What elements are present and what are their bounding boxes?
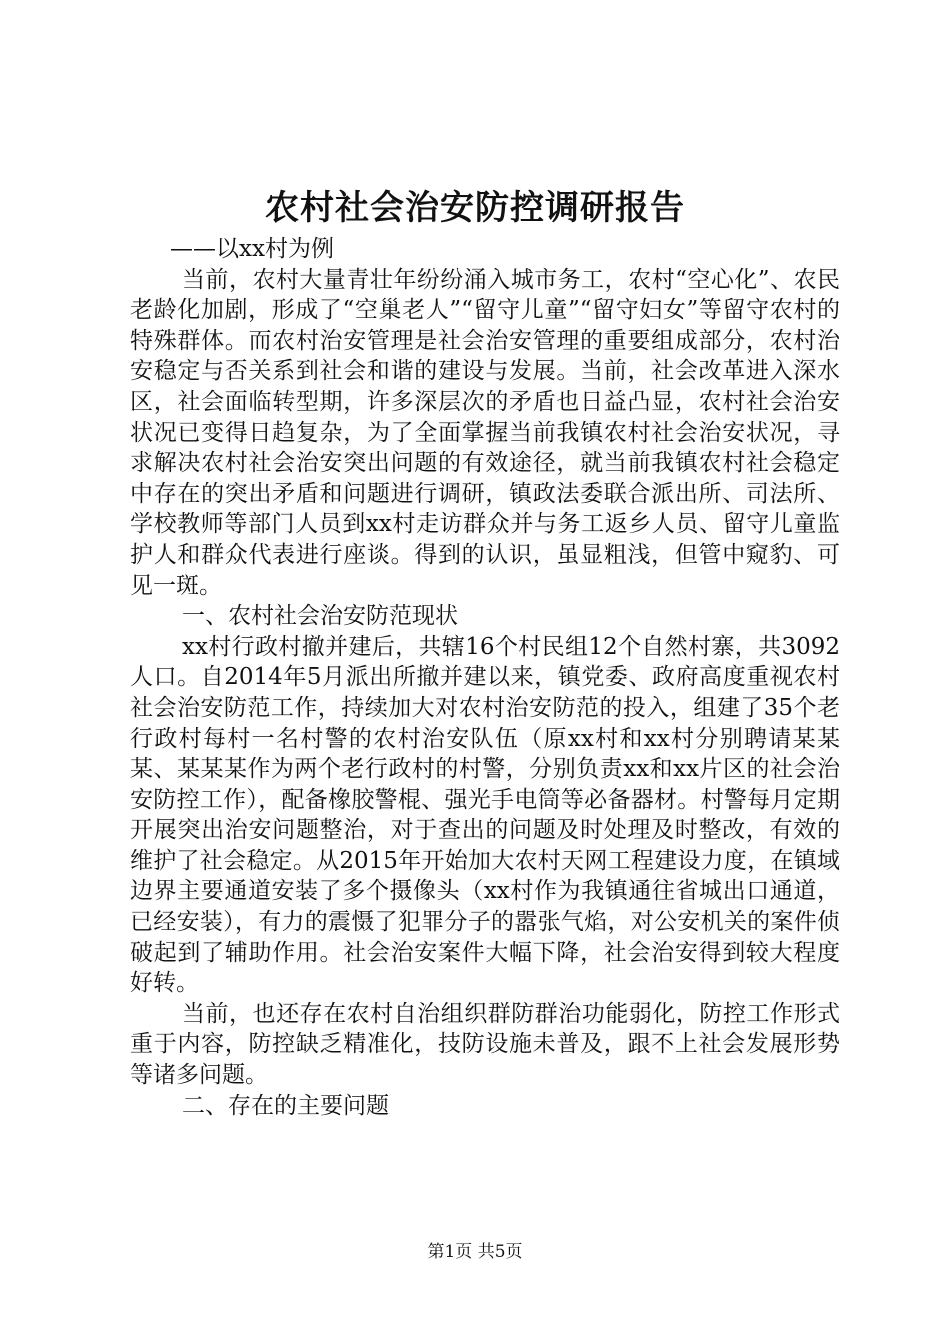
document-title: 农村社会治安防控调研报告 [265,188,685,228]
paragraph-intro: 当前，农村大量青壮年纷纷涌入城市务工，农村“空心化”、农民老龄化加剧，形成了“空巢老人”“留守儿童”“留守妇女”等留守农村的特殊群体。而农村治安管理是社会治安管理的重要组成部分，农村治安稳定与否关系到社会和谐的建设与发展。当前，社会改革进入深水区，社会面临转型期，许多深层次的矛盾也日益凸显，农村社会治安状况已变得日趋复杂，为了全面掌握当前我镇农村社会治安状况，寻求解决农村社会治安突出问题的有效途径，就当前我镇农村社会稳定中存在的突出矛盾和问题进行调研，镇政法委联合派出所、司法所、学校教师等部门人员到xx村走访群众并与务工返乡人员、留守儿童监护人和群众代表进行座谈。得到的认识，虽显粗浅，但管中窥豹、可见一斑。 [130,266,840,599]
page-number-footer: 第1页 共5页 [427,1242,523,1262]
document-body [130,234,840,1121]
section-heading-1: 一、农村社会治安防范现状 [182,603,458,630]
paragraph-current-issues: 当前，也还存在农村自治组织群防群治功能弱化，防控工作形式重于内容，防控缺乏精准化，技防设施未普及，跟不上社会发展形势等诸多问题。 [130,1000,840,1089]
section-heading-2: 二、存在的主要问题 [182,1092,389,1119]
paragraph-status: xx村行政村撤并建后，共辖16个村民组12个自然村寨，共3092人口。自2014年5月派出所撤并建以来，镇党委、政府高度重视农村社会治安防范工作，持续加大对农村治安防范的投入，组建了35个老行政村每村一名村警的农村治安队伍（原xx村和xx村分别聘请某某某、某某某作为两个老行政村的村警，分别负责xx和xx片区的社会治安防控工作），配备橡胶警棍、强光手电筒等必备器材。村警每月定期开展突出治安问题整治，对于查出的问题及时处理及时整改，有效的维护了社会稳定。从2015年开始加大农村天网工程建设力度，在镇域边界主要通道安装了多个摄像头（xx村作为我镇通往省城出口通道，已经安装），有力的震慑了犯罪分子的嚣张气焰，对公安机关的案件侦破起到了辅助作用。社会治安案件大幅下降，社会治安得到较大程度好转。 [130,633,840,997]
document-subtitle: ——以xx村为例 [170,236,334,262]
